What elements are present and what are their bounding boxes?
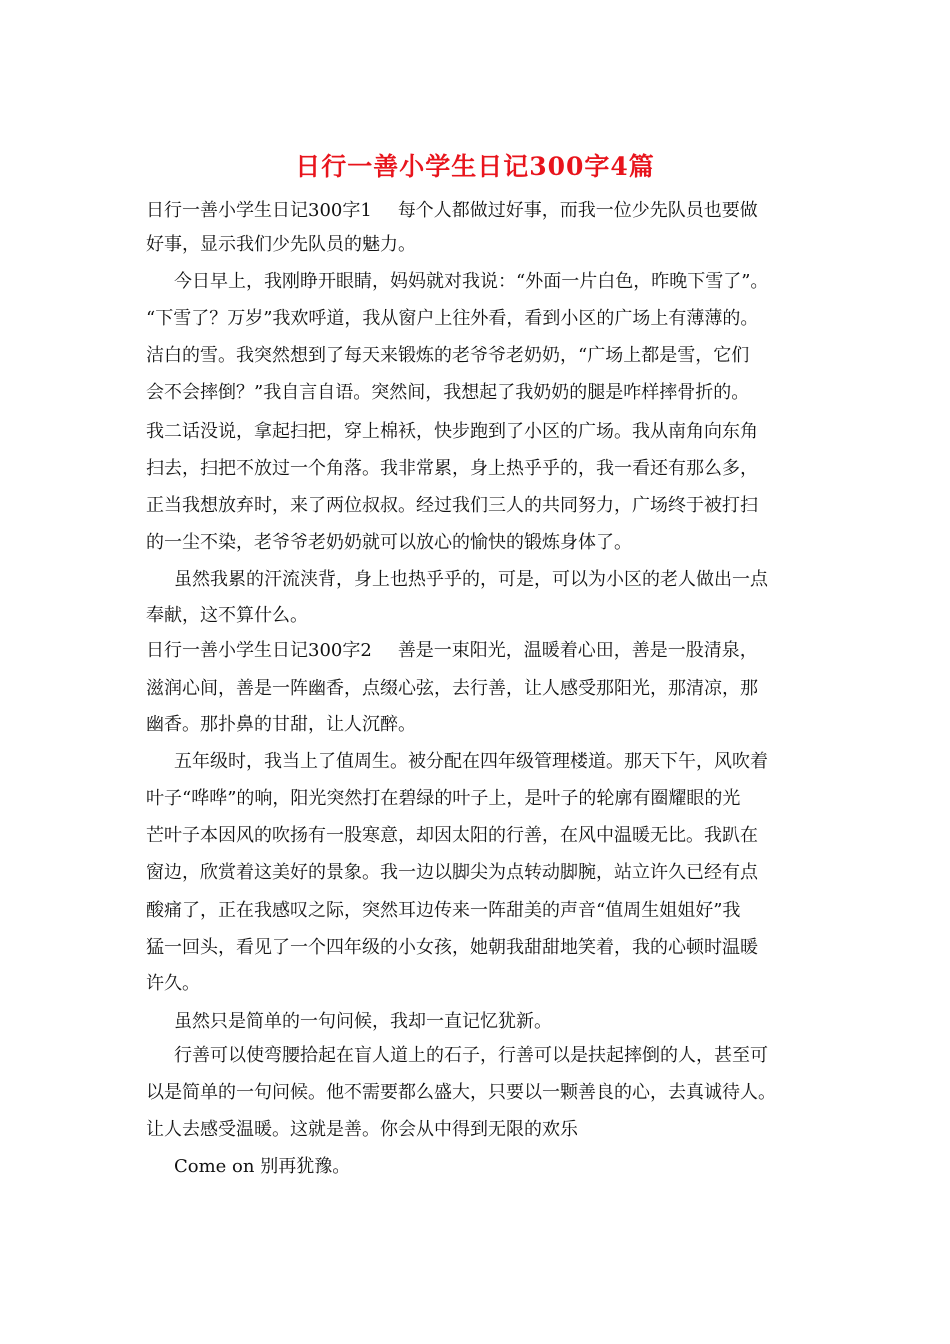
- text-line: 叶子“哗哗”的响，阳光突然打在碧绿的叶子上，是叶子的轮廓有圈耀眼的光: [146, 788, 741, 809]
- text-line: 许久。: [146, 973, 200, 994]
- text-line: 洁白的雪。我突然想到了每天来锻炼的老爷爷老奶奶，“广场上都是雪，它们: [146, 345, 750, 366]
- text-line: 滋润心间，善是一阵幽香，点缀心弦，去行善，让人感受那阳光，那清凉，那: [146, 678, 758, 699]
- text-line: [146, 638, 758, 664]
- text-line: 我二话没说，拿起扫把，穿上棉袄，快步跑到了小区的广场。我从南角向东角: [146, 421, 758, 442]
- diary-heading-1: 日行一善小学生日记300字1: [146, 200, 372, 221]
- paragraph-text: 每个人都做过好事，而我一位少先队员也要做: [397, 200, 758, 221]
- text-line: 的一尘不染，老爷爷老奶奶就可以放心的愉快的锻炼身体了。: [146, 532, 632, 553]
- text-line: “下雪了？万岁”我欢呼道，我从窗户上往外看，看到小区的广场上有薄薄的。: [146, 308, 759, 329]
- text-line: 窗边，欣赏着这美好的景象。我一边以脚尖为点转动脚腕，站立许久已经有点: [146, 862, 758, 883]
- text-line: 会不会摔倒？”我自言自语。突然间，我想起了我奶奶的腿是咋样摔骨折的。: [146, 382, 750, 403]
- text-line: [146, 198, 758, 224]
- text-line: 芒叶子本因风的吹扬有一股寒意，却因太阳的行善，在风中温暖无比。我趴在: [146, 825, 758, 846]
- text-line: 虽然我累的汗流浃背，身上也热乎乎的，可是，可以为小区的老人做出一点: [174, 569, 768, 590]
- text-line: 猛一回头，看见了一个四年级的小女孩，她朝我甜甜地笑着，我的心顿时温暖: [146, 937, 758, 958]
- text-line: 五年级时，我当上了值周生。被分配在四年级管理楼道。那天下午，风吹着: [174, 751, 768, 772]
- text-line: 正当我想放弃时，来了两位叔叔。经过我们三人的共同努力，广场终于被打扫: [146, 495, 758, 516]
- text-line: 让人去感受温暖。这就是善。你会从中得到无限的欢乐: [146, 1119, 578, 1140]
- text-line: 好事，显示我们少先队员的魅力。: [146, 234, 416, 255]
- diary-heading-2: 日行一善小学生日记300字2: [146, 640, 372, 661]
- text-line: 行善可以使弯腰拾起在盲人道上的石子，行善可以是扶起摔倒的人，甚至可: [174, 1045, 768, 1066]
- text-line: 以是简单的一句问候。他不需要都么盛大，只要以一颗善良的心，去真诚待人。: [146, 1082, 776, 1103]
- text-line: 奉献，这不算什么。: [146, 605, 308, 626]
- text-line: 幽香。那扑鼻的甘甜，让人沉醉。: [146, 714, 416, 735]
- text-line: 今日早上，我刚睁开眼睛，妈妈就对我说：“外面一片白色，昨晚下雪了”。: [174, 271, 769, 292]
- text-line: 酸痛了，正在我感叹之际，突然耳边传来一阵甜美的声音“值周生姐姐好”我: [146, 900, 741, 921]
- paragraph-text: 善是一束阳光，温暖着心田，善是一股清泉，: [397, 640, 758, 661]
- text-line: 虽然只是简单的一句问候，我却一直记忆犹新。: [174, 1011, 552, 1032]
- document-title: 日行一善小学生日记300字4篇: [295, 152, 655, 181]
- text-line: 扫去，扫把不放过一个角落。我非常累，身上热乎乎的，我一看还有那么多，: [146, 458, 758, 479]
- text-line: Come on 别再犹豫。: [174, 1156, 351, 1177]
